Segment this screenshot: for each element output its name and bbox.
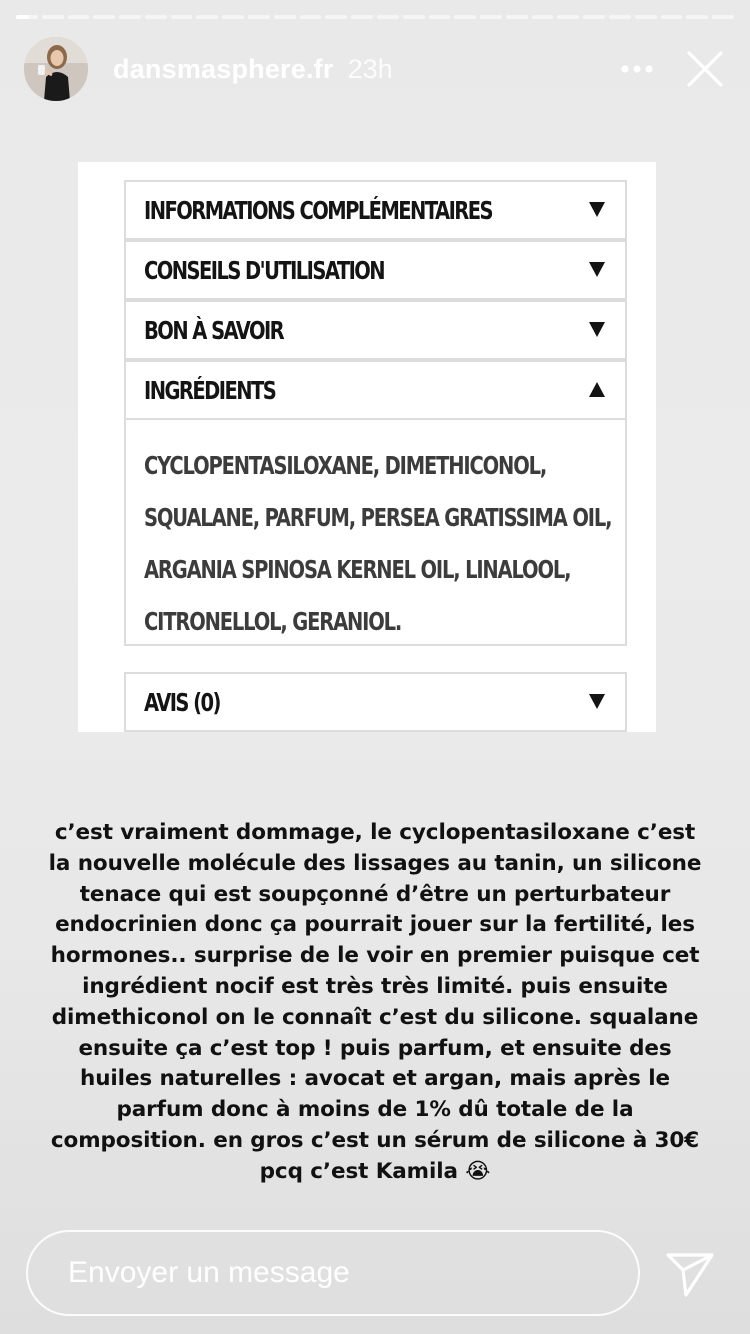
story-progress-segment — [712, 15, 734, 19]
story-progress-segment — [429, 15, 451, 19]
chevron-down-icon — [589, 262, 605, 277]
send-icon — [664, 1248, 716, 1300]
accordion-bon-a-savoir[interactable] — [124, 300, 627, 360]
story-progress-segment — [325, 15, 347, 19]
ingredients-line: CITRONELLOL, GERANIOL. — [144, 607, 402, 636]
story-progress-fill — [16, 15, 29, 19]
caption-line: c’est vraiment dommage, le cyclopentasiloxane c’est — [54, 820, 696, 845]
story-progress-segment — [532, 15, 554, 19]
ingredients-line: SQUALANE, PARFUM, PERSEA GRATISSIMA OIL, — [144, 503, 612, 532]
chevron-down-icon — [589, 694, 605, 709]
story-caption — [40, 818, 710, 1188]
story-progress-segment — [93, 15, 115, 19]
story-progress-segment — [171, 15, 193, 19]
send-button[interactable] — [664, 1248, 716, 1300]
more-horizontal-icon — [620, 64, 654, 74]
story-progress-segment — [42, 15, 64, 19]
story-progress-segment — [300, 15, 322, 19]
story-progress-bar — [16, 15, 734, 19]
caption-line: pcq c’est Kamila 😭 — [259, 1158, 491, 1184]
caption-line: huiles naturelles : avocat et argan, mais après le — [80, 1066, 670, 1092]
story-progress-segment — [16, 15, 38, 19]
story-progress-segment — [506, 15, 528, 19]
story-timestamp: 23h — [347, 53, 393, 84]
accordion-title: AVIS (0) — [144, 687, 220, 717]
story-progress-segment — [222, 15, 244, 19]
story-progress-segment — [635, 15, 657, 19]
caption-line: parfum donc à moins de 1% dû totale de la — [116, 1097, 634, 1123]
story-progress-segment — [145, 15, 167, 19]
ingredients-line: CYCLOPENTASILOXANE, DIMETHICONOL, — [144, 451, 547, 480]
story-progress-segment — [480, 15, 502, 19]
caption-line: ingrédient nocif est très très limité. puis ensuite — [82, 973, 668, 999]
close-button[interactable] — [680, 44, 730, 94]
accordion-informations[interactable] — [124, 180, 627, 240]
chevron-up-icon — [589, 382, 605, 397]
accordion-conseils[interactable] — [124, 240, 627, 300]
accordion-ingredients[interactable] — [124, 360, 627, 646]
ingredients-line: ARGANIA SPINOSA KERNEL OIL, LINALOOL, — [144, 555, 571, 584]
story-header — [24, 36, 730, 102]
avatar-image — [24, 37, 88, 101]
story-progress-segment — [274, 15, 296, 19]
message-input[interactable] — [26, 1230, 640, 1316]
accordion-title: INGRÉDIENTS — [144, 375, 276, 405]
caption-line: la nouvelle molécule des lissages au tanin, un silicone — [48, 850, 702, 876]
product-screenshot — [78, 162, 656, 732]
story-progress-segment — [557, 15, 579, 19]
caption-line: ensuite ça c’est top ! puis parfum, et ensuite des — [78, 1035, 672, 1061]
caption-line: endocrinien donc ça pourrait jouer sur la fertilité, les — [55, 912, 695, 938]
story-progress-segment — [68, 15, 90, 19]
story-progress-segment — [351, 15, 373, 19]
story-progress-segment — [119, 15, 141, 19]
more-options-button[interactable] — [612, 44, 662, 94]
caption-line: dimethiconol on le connaît c’est du silicone. squalane — [51, 1004, 699, 1030]
caption-line: tenace qui est soupçonné d’être un perturbateur — [79, 881, 671, 907]
ingredients-list — [126, 418, 625, 644]
close-icon — [686, 50, 724, 88]
story-progress-segment — [403, 15, 425, 19]
story-progress-segment — [377, 15, 399, 19]
story-progress-segment — [248, 15, 270, 19]
chevron-down-icon — [589, 322, 605, 337]
caption-line: hormones.. surprise de le voir en premier puisque cet — [50, 943, 700, 969]
accordion-title: CONSEILS D'UTILISATION — [144, 255, 385, 285]
accordion-title: INFORMATIONS COMPLÉMENTAIRES — [144, 195, 492, 225]
story-progress-segment — [454, 15, 476, 19]
accordion-title: BON À SAVOIR — [144, 315, 284, 345]
story-progress-segment — [686, 15, 708, 19]
avatar[interactable] — [24, 37, 88, 101]
chevron-down-icon — [589, 202, 605, 217]
story-progress-segment — [583, 15, 605, 19]
caption-line: composition. en gros c’est un sérum de silicone à 30€ — [50, 1127, 700, 1153]
story-progress-segment — [196, 15, 218, 19]
story-progress-segment — [609, 15, 631, 19]
username[interactable]: dansmasphere.fr — [113, 53, 334, 84]
accordion-avis[interactable] — [124, 672, 627, 732]
story-progress-segment — [661, 15, 683, 19]
